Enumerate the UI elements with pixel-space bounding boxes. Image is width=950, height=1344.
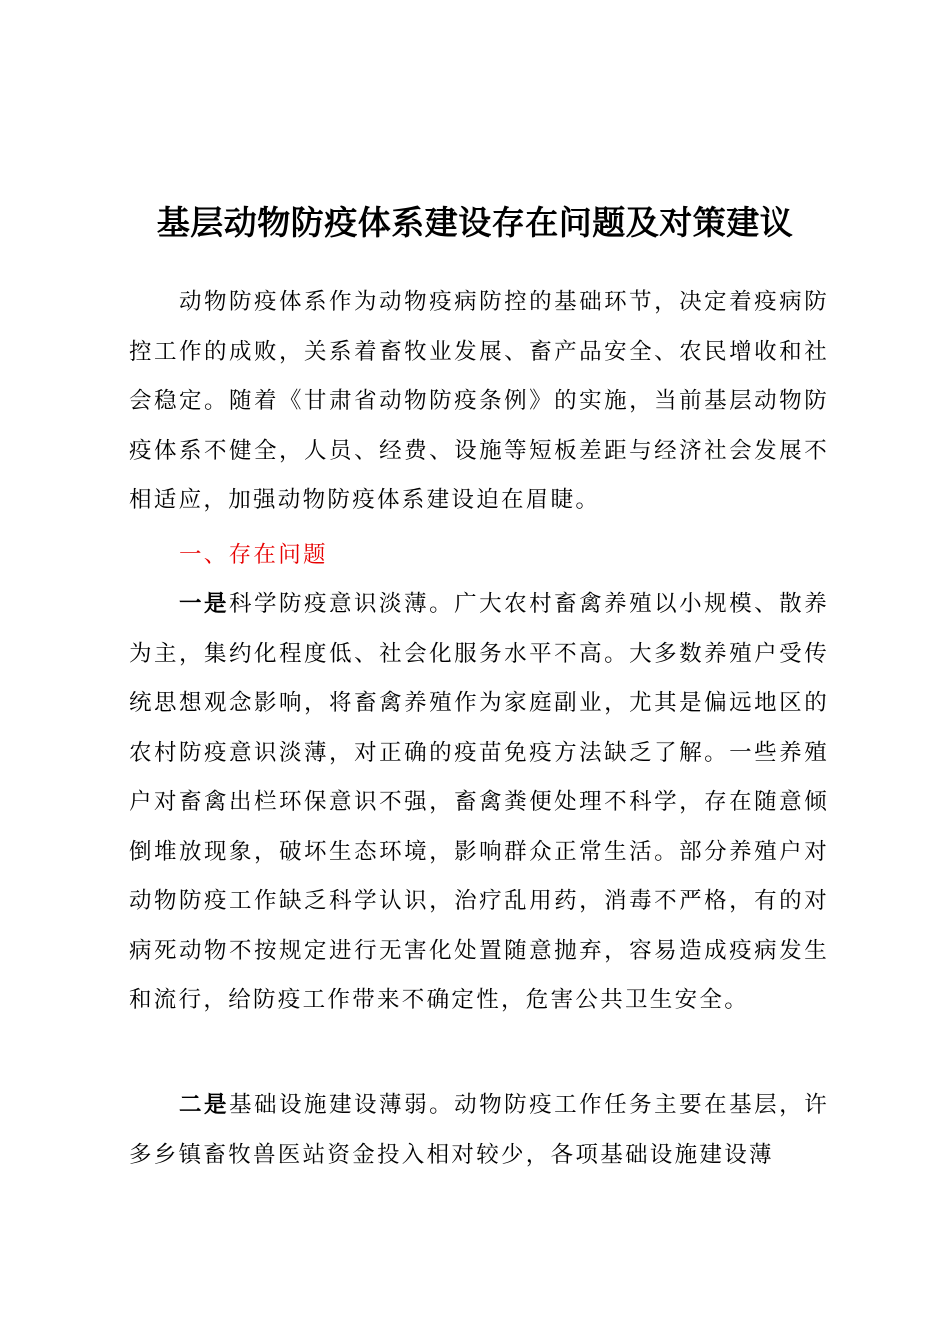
problem-paragraph-2 — [129, 1081, 829, 1180]
paragraph-lead: 二是 — [179, 1092, 230, 1118]
paragraph-lead: 一是 — [179, 591, 230, 617]
problem-paragraph-1 — [129, 580, 829, 1026]
document-title: 基层动物防疫体系建设存在问题及对策建议 — [156, 203, 794, 242]
paragraph-text: 基础设施建设薄弱。动物防疫工作任务主要在基层，许多乡镇畜牧兽医站资金投入相对较少，各项基础设施建设薄 — [129, 1092, 829, 1168]
paragraph-text: 科学防疫意识淡薄。广大农村畜禽养殖以小规模、散养为主，集约化程度低、社会化服务水平不高。大多数养殖户受传统思想观念影响，将畜禽养殖作为家庭副业，尤其是偏远地区的农村防疫意识淡薄，对正确的疫苗免疫方法缺乏了解。一些养殖户对畜禽出栏环保意识不强，畜禽粪便处理不科学，存在随意倾倒堆放现象，破坏生态环境，影响群众正常生活。部分养殖户对动物防疫工作缺乏科学认识，治疗乱用药，消毒不严格，有的对病死动物不按规定进行无害化处置随意抛弃，容易造成疫病发生和流行，给防疫工作带来不确定性，危害公共卫生安全。 — [129, 591, 829, 1013]
intro-paragraph: 动物防疫体系作为动物疫病防控的基础环节，决定着疫病防控工作的成败，关系着畜牧业发展、畜产品安全、农民增收和社会稳定。随着《甘肃省动物防疫条例》的实施，当前基层动物防疫体系不健全，人员、经费、设施等短板差距与经济社会发展不相适应，加强动物防疫体系建设迫在眉睫。 — [129, 289, 829, 513]
section-heading: 一、存在问题 — [179, 542, 328, 568]
